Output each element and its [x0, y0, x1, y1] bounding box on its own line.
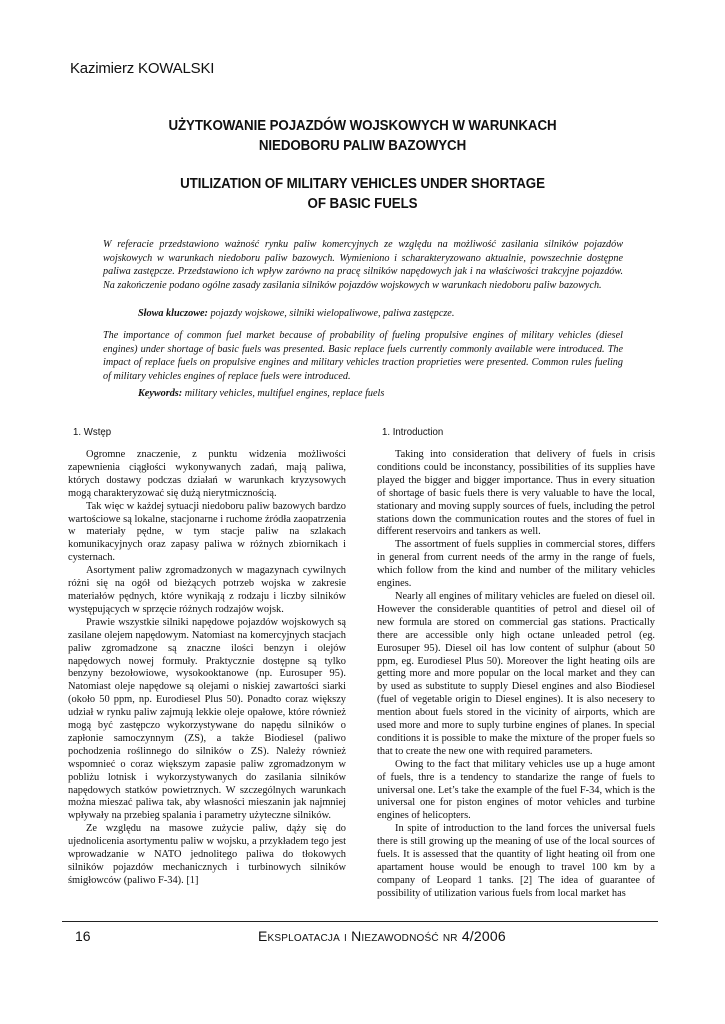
keywords-english — [138, 388, 384, 399]
section-heading-wstep: 1. Wstęp — [73, 426, 112, 438]
title-polish — [93, 116, 631, 156]
keywords-polish-values: pojazdy wojskowe, silniki wielopaliwowe, paliwa zastępcze. — [210, 308, 455, 319]
right-column — [377, 426, 655, 901]
title-polish-line-2: NIEDOBORU PALIW BAZOWYCH — [258, 138, 467, 154]
paragraph: Ogromne znaczenie, z punktu widzenia możliwości zapewnienia ciągłości wykonywanych zadań, mają paliwa, których dostawy podczas działań w warunkach kryzysowych mogą charakteryzować się dużą nierytmicznością. — [68, 449, 346, 499]
paragraph: Owing to the fact that military vehicles use up a huge amont of fuels, thre is a tendency to standarize the range of fuels to universal one. Let’s take the example of the fuel F-34, which is the universal one for piston engines of motor vehicles and turbine engines of helicopters. — [377, 758, 655, 822]
page-number: 16 — [75, 928, 91, 944]
abstract-polish: W referacie przedstawiono ważność rynku paliw komercyjnych ze względu na możliwość zasilania silników pojazdów wojskowych w warunkach niedoboru paliw bazowych. Wymieniono i scharakteryzowano aktualnie, powszechnie dostępne paliwa zastępcze. Przedstawiono ich wpływ zarówno na pracę silników napędowych jak i na właściwości trakcyjne pojazdów. Na zakończenie podano ogólne zasady zasilania silników pojazdów wojskowych w warunkach niedoboru paliw bazowych. — [103, 239, 623, 291]
paragraph: Prawie wszystkie silniki napędowe pojazdów wojskowych są zasilane olejem napędowym. Natomiast na komercyjnych stacjach paliw zgromadzone są znaczne ilości benzyn i olejów napędowych nowej formuły. Praktycznie dostępne są tylko benzyny bezołowiowe, wysokooktanowe (np. Eurosuper 95). Natomiast oleje napędowe są olejami o niskiej zawartości siarki (około 50 ppm, np. Eurodiesel Plus 50). Ponadto coraz większy udział w rynku paliw zajmują lekkie oleje opałowe, które również mogą być zastępczo wykorzystywane do napędu silników o zapłonie samoczynnym (ZS), a także Biodiesel (paliwo pochodzenia roślinnego do silników o ZS). Należy również wspomnieć o coraz większym zapasie paliw zgromadzonym w pobliżu lotnisk i wykorzystywanych do zasilania silników napędowych statków powietrznych. W szczególnych warunkach można mieszać paliwa tak, aby własności mieszanin jak najmniej wpływały na przebieg spalania i parametry użyteczne silników. — [68, 616, 346, 822]
paragraph: Nearly all engines of military vehicles are fueled on diesel oil. However the considerable quantities of petrol and diesel oil of new formula are stored on commercial gas stations. Practically there are accessible only high octane unleaded petrol (eg. Eurosuper 95). Diesel oil has low content of sulphur (about 50 ppm, eg. Eurodiesel Plus 50). Moreover the light heating oils are getting more and more popular on the local market and they can by used as substitute to supply Diesel engines and also Biodiesel (fuel of vegetable origin to Diesel engines). It is also necesery to mention about fuels stored in the vicinity of airports, which are used more and more to suply turbine engines of planes. In special conditions it is possible to make the mixture of the proper fuels so that to create the new one with required parameters. — [377, 590, 655, 757]
keywords-english-label: Keywords: — [138, 388, 183, 399]
section-heading-introduction: 1. Introduction — [382, 426, 444, 438]
journal-name: Eksploatacja i Niezawodność nr 4/2006 — [258, 928, 506, 944]
paragraph: The assortment of fuels supplies in commercial stores, differs in general from current needs of the army in the range of fuels, which follow from the kind and number of the military vehicles engines. — [377, 539, 655, 590]
footer-divider — [62, 921, 658, 922]
abstract-english: The importance of common fuel market because of probability of fueling propulsive engines of military vehicles (diesel engines) under shortage of basic fuels was presented. Basic replace fuels currently commonly available were introduced. The impact of replace fuels on propulsive engines and military vehicles traction proprieties were presented. Common rules fueling of military vehicles engines of replace fuels were introduced. — [103, 330, 623, 382]
title-english — [93, 174, 631, 214]
left-column — [68, 426, 346, 888]
paragraph: In spite of introduction to the land forces the universal fuels there is still growing up the meaning of use of the local sources of fuels. It is assessed that the quantity of light heating oil from one apartament house would be enough to travel 100 km by a company of Leopard 1 tanks. [2] The idea of guarantee of possibility of utilization various fuels from local market has — [377, 823, 655, 899]
keywords-polish-label: Słowa kluczowe: — [138, 308, 208, 319]
paragraph: Ze względu na masowe zużycie paliw, dąży się do ujednolicenia asortymentu paliw w wojsku, a przykładem tego jest wprowadzanie w NATO jednolitego paliwa do tłokowych silników pojazdów mechanicznych i turbinowych silników śmigłowców (paliwo F-34). [1] — [68, 823, 346, 886]
keywords-polish — [138, 308, 454, 319]
paragraph: Tak więc w każdej sytuacji niedoboru paliw bazowych bardzo wartościowe są lokalne, stacjonarne i ruchome źródła zaopatrzenia w materiały pędne, w tym stacje paliw na szlakach komunikacyjnych oraz zapasy paliwa w różnych zbiornikach i cysternach. — [68, 500, 346, 564]
author-name: Kazimierz KOWALSKI — [70, 60, 215, 77]
title-english-line-1: UTILIZATION OF MILITARY VEHICLES UNDER SHORTAGE — [180, 176, 545, 192]
title-english-line-2: OF BASIC FUELS — [307, 196, 418, 212]
paragraph: Asortyment paliw zgromadzonych w magazynach cywilnych różni się na ogół od bieżących potrzeb wojska w zakresie materiałów pędnych, które wynikają z rodzaju i liczby silników występujących w sprzęcie różnych rodzajów wojsk. — [68, 565, 346, 615]
title-polish-line-1: UŻYTKOWANIE POJAZDÓW WOJSKOWYCH W WARUNKACH — [168, 118, 557, 134]
keywords-english-values: military vehicles, multifuel engines, replace fuels — [184, 388, 385, 399]
paragraph: Taking into consideration that delivery of fuels in crisis conditions could be inconstancy, possibilities of its supplies have played the bigger and bigger importance. Thus in every situation of shortage of basic fuels there is very valuable to have the local, stationary and moving supply sources of fuels, including the petrol stations down the communication routes and the stores of fuel in different reservoirs and tankers as well. — [377, 449, 655, 538]
